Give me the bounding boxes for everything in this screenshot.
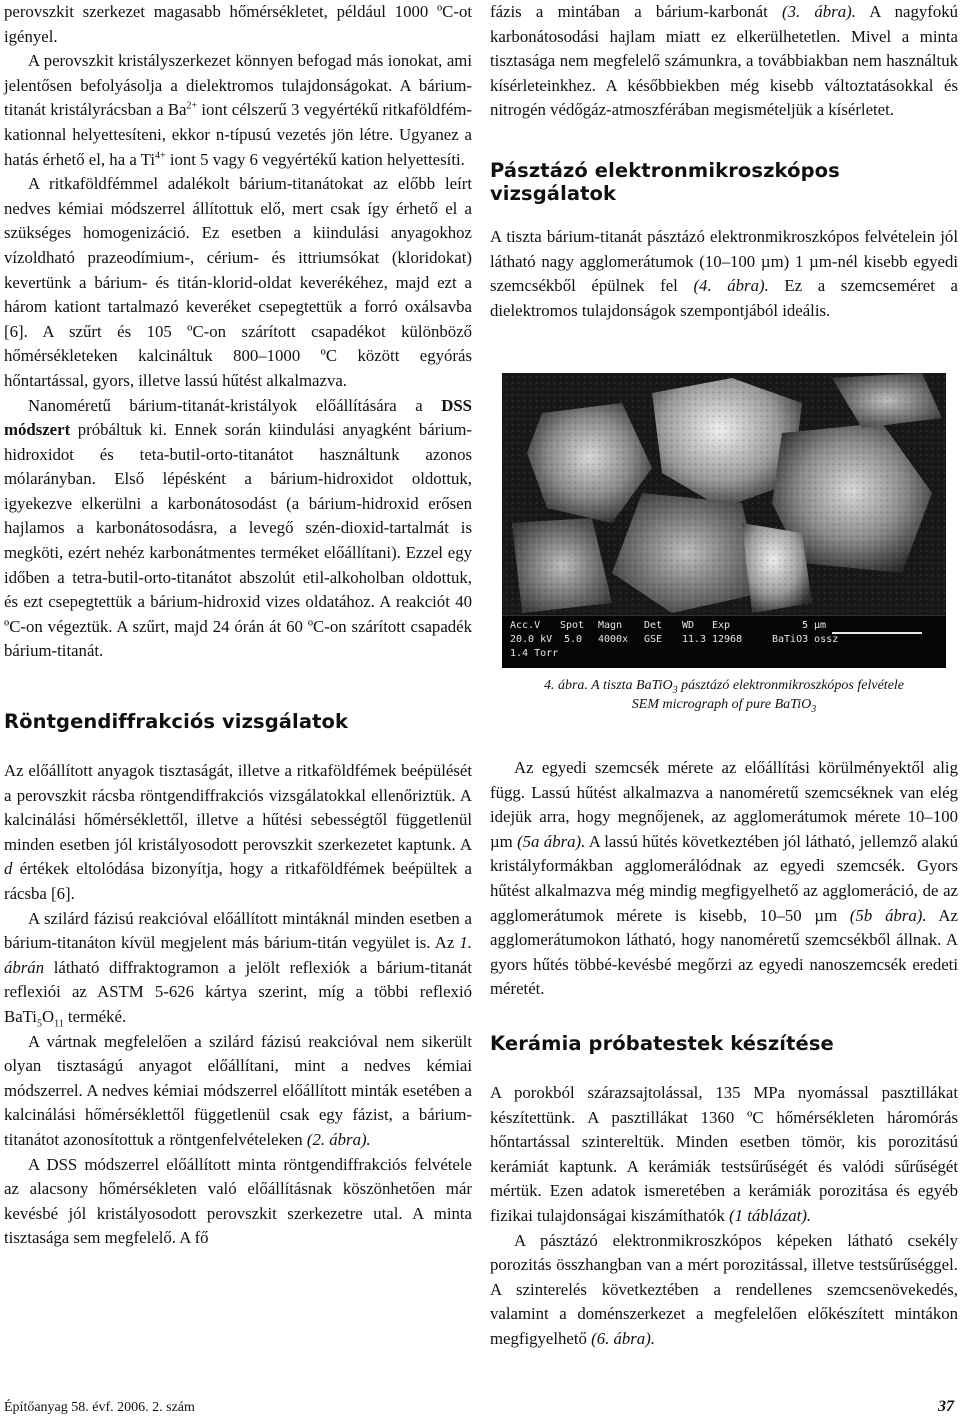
sem-sample-label: BaTiO3 ossz bbox=[772, 634, 839, 645]
sem-image bbox=[502, 373, 946, 616]
paragraph: A tiszta bárium-titanát pásztázó elektronmikroszkópos felvételein jól látható nagy agglomerátumok (10–100 µm) 1 µm-nél kisebb egyedi szemcsékből épülnek fel (4. ábra). Ez a szemcseméret a dielektromos tulajdonságok szempontjából ideális. bbox=[490, 226, 958, 320]
journal-footer: Építőanyag 58. évf. 2006. 2. szám bbox=[4, 1400, 195, 1415]
scale-label: 5 µm bbox=[802, 620, 827, 631]
sem-value: GSE bbox=[644, 634, 663, 645]
sem-label: Spot bbox=[560, 620, 585, 631]
paragraph: fázis a mintában a bárium-karbonát (3. ábra). A nagyfokú karbonátosodási hajlam miatt ez elkerülhetetlen. Mivel a minta tisztasága nem megfelelő számunkra, a továbbiakban nem használtuk kísérleteinkhez. A későbbiekben még kisebb változtatásokkal és nitrogén védőgáz-atmoszférában megismételjük a kísérletet. bbox=[490, 2, 958, 120]
paragraph: A vártnak megfelelően a szilárd fázisú reakcióval nem sikerült olyan tisztaságú anyagot előállítani, mint a nedves kémiai módszerrel. A nedves kémiai módszerrel előállított minták esetében a kalcinálási hőmérséklettől függetlenül csak egy fázist, a bárium-titanátot azonosítottuk a röntgenfelvételeken (2. ábra). bbox=[4, 1031, 472, 1149]
sem-value: 5.0 bbox=[564, 634, 583, 645]
caption-hu: 4. ábra. A tiszta BaTiO$_3$ pásztázó elektronmikroszkópos felvétele bbox=[543, 678, 905, 696]
sem-value: 11.3 bbox=[682, 634, 707, 645]
left-column bbox=[4, 0, 472, 1251]
section-heading: Röntgendiffrakciós vizsgálatok bbox=[4, 710, 349, 734]
sem-value: 20.0 kV bbox=[510, 634, 553, 645]
sem-micrograph bbox=[502, 373, 946, 668]
section-heading: Pásztázó elektronmikroszkópos vizsgálatok bbox=[490, 158, 840, 205]
sem-value: 4000x bbox=[598, 634, 629, 645]
paragraph: Nanoméretű bárium-titanát-kristályok előállítására a DSS módszert próbáltuk ki. Ennek során kiindulási anyagként bárium-hidroxidot és teta-butil-orto-titanátot használtunk azonos mólarányban. Első lépésként a bárium-hidroxidot oldottuk, igyekezve elkerülni a karbonátosodást (a bárium-hidroxid erősen hajlamos a karbonátosodásra, a levegő szén-dioxid-tartalmát is megköti, ezért nehéz karbonátmentes terméket előállítani). Ezzel egy időben a tetra-butil-orto-titanátot abszolút etil-alkoholban oldottuk, és ezt csepegtettük a bárium-hidroxid vizes oldatához. A reakciót 40 ºC-on végeztük. A szűrt, majd 24 órán át 60 ºC-on szárított csapadék bárium-titanát. bbox=[4, 395, 472, 661]
paragraph: A szilárd fázisú reakcióval előállított mintáknál minden esetben a bárium-titanáton kívül megjelent más bárium-titán vegyület is. Az 1. ábrán látható diffraktogramon a jelölt reflexiók a bárium-titanát reflexiói az ASTM 5-626 kártya szerint, míg a többi reflexió $BaTi_5O_{11}$ terméké. bbox=[4, 908, 472, 1030]
paragraph: A porokból szárazsajtolással, 135 MPa nyomással pasztillákat készítettünk. A pasztillákat 1360 ºC hőmérsékleten háromórás hőntartással szintereltük. Minden esetben tömör, kis porozitású kerámiát kaptunk. A kerámiák testsűrűségét és valódi sűrűségét mértük. Ezen adatok ismeretében a kerámiák porozitása és egyéb fizikai tulajdonságai kiszámíthatók (1 táblázat). bbox=[490, 1082, 958, 1225]
paragraph: A pásztázó elektronmikroszkópos képeken látható csekély porozitás összhangban van a mért porozitással, illetve testsűrűséggel. A szinterelés következtében a rendellenes szemcsenövekedés, valamint a doménszerkezet a megfelelően előkészített mintákon megfigyelhető (6. ábra). bbox=[490, 1230, 958, 1348]
paragraph: A ritkaföldfémmel adalékolt bárium-titanátokat az előbb leírt nedves kémiai módszerrel állítottuk elő, mert csak így érhető el a szükséges homogenizáció. Ez esetben a kiindulási anyagokhoz vízoldható prazeodímium-, cérium- és ittriumsókat (kloridokat) kevertünk a bárium- és titán-klorid-oldat keverékéhez, majd ezt a három kationt tartalmazó keveréket csepegtettük a forró oxálsavba [6]. A szűrt és 105 ºC-on szárított csapadékot különböző hőmérsékleteken kalcináltuk 800–1000 ºC között egyórás hőntartással, gyors, illetve lassú hűtést alkalmazva. bbox=[4, 174, 472, 390]
sem-label: Det bbox=[644, 620, 663, 631]
paragraph: Az előállított anyagok tisztaságát, illetve a ritkaföldfémek beépülését a perovszkit rácsba röntgendiffrakciós vizsgálatokkal ellenőriztük. A kalcinálási hőmérséklettől, illetve a hűtési sebességtől függetlenül minden esetben jól kristályosodott perovszkit szerkezetet kaptunk. A d értékek eltolódása bizonyítja, hogy a ritkaföldfémek beépültek a rácsba [6]. bbox=[4, 761, 472, 903]
paragraph: Az egyedi szemcsék mérete az előállítási körülményektől alig függ. Lassú hűtést alkalmazva a nanoméretű szemcséknek van elég idejük arra, hogy megnőjenek, az agglomerátumok mérete 10–100 µm (5a ábra). A lassú hűtés következtében jól látható, jellemző alakú kristályformákban agglomerálódnak az egyedi szemcsék. Gyors hűtést alkalmazva még mindig megfigyelhető az agglomeráció, de az agglomerátumok mérete is kisebb, 10–50 µm (5b ábra). Az agglomerátumokon látható, hogy nanoméretű szemcsékből állnak. A gyors hűtés többé-kevésbé megőrzi az egyedi nanoszemcsék eredeti méretét. bbox=[490, 758, 958, 999]
sem-label: Magn bbox=[598, 620, 623, 631]
sem-value: 12968 bbox=[712, 634, 743, 645]
sem-label: Exp bbox=[712, 620, 731, 631]
page-number: 37 bbox=[938, 1398, 954, 1415]
sem-data-bar bbox=[502, 615, 946, 668]
right-column-lower bbox=[490, 756, 958, 1351]
scale-bar bbox=[832, 620, 922, 634]
sem-label: WD bbox=[682, 620, 695, 631]
section-heading: Kerámia próbatestek készítése bbox=[490, 1031, 834, 1055]
caption-en: SEM micrograph of pure BaTiO$_3$ bbox=[631, 697, 817, 715]
paragraph: perovszkit szerkezet magasabb hőmérsékletet, például 1000 ºC-ot igényel. bbox=[4, 2, 472, 46]
paragraph: A perovszkit kristályszerkezet könnyen befogad más ionokat, ami jelentősen befolyásolja a dielektromos tulajdonságokat. A bárium-titanát kristályrácsban a $Ba^{2+}$ iont célszerű 3 vegyértékű ritkaföldfém-kationnal helyettesíteni, ekkor n-típusú vezetés jön létre. Ugyanez a hatás érhető el, ha a $Ti^{4+}$ iont 5 vagy 6 vegyértékű kation helyettesíti. bbox=[4, 51, 472, 169]
paragraph: A DSS módszerrel előállított minta röntgendiffrakciós felvétele az alacsony hőmérsékleten való előállításnak köszönhetően már kevésbé jól kristályosodott perovszkit szerkezetre utal. A minta tisztasága sem megfelelő. A fő bbox=[4, 1154, 472, 1248]
sem-value: 1.4 Torr bbox=[510, 648, 559, 659]
figure-caption bbox=[490, 676, 958, 714]
sem-label: Acc.V bbox=[510, 620, 541, 631]
right-column bbox=[490, 0, 958, 323]
